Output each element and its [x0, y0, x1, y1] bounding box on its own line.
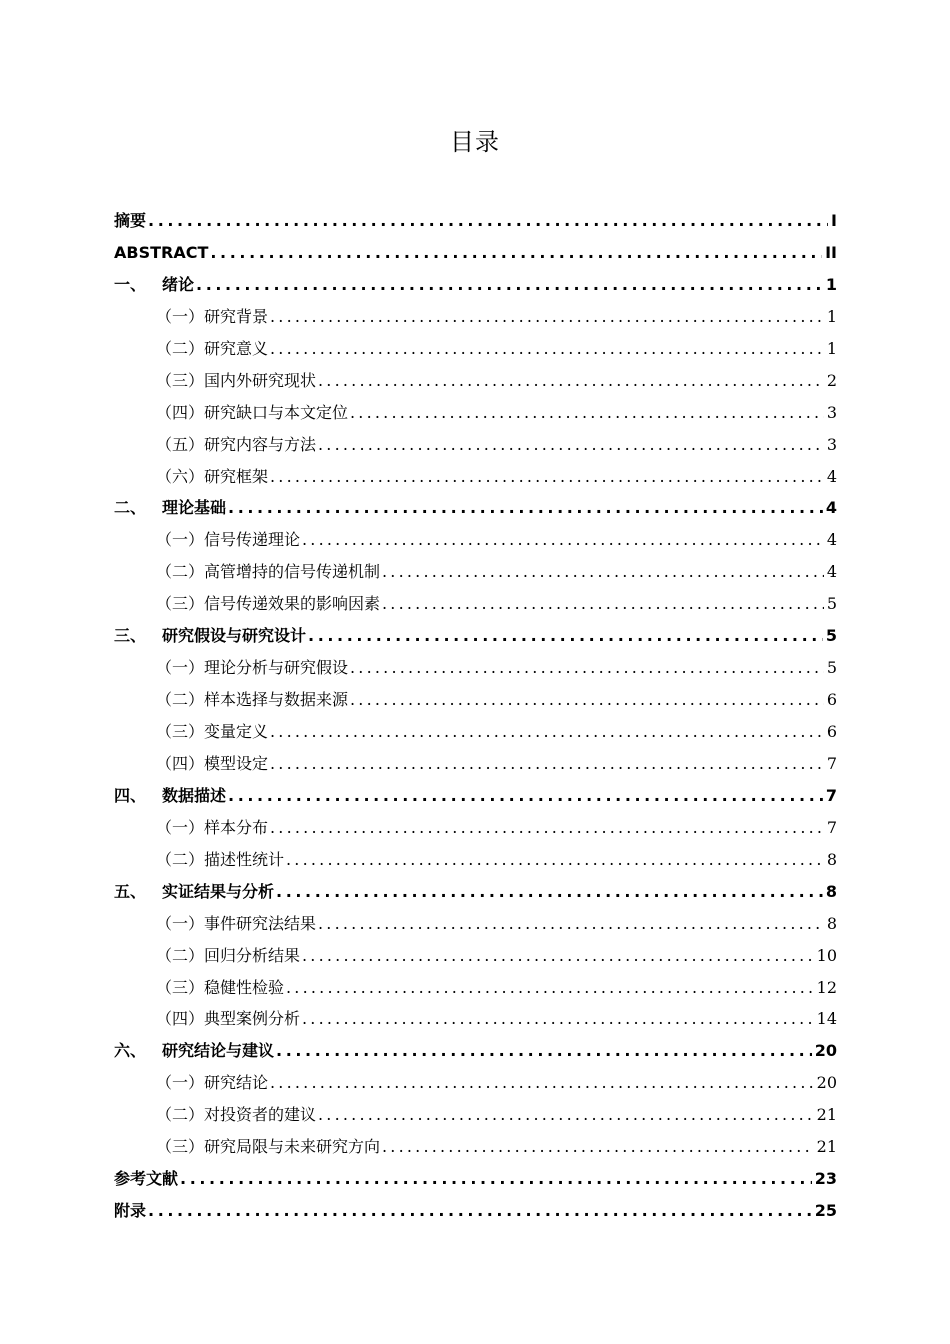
toc-dot-leader [350, 684, 824, 716]
toc-section-entry[interactable] [114, 461, 837, 493]
toc-entry-title: 研究假设与研究设计 [162, 626, 307, 646]
toc-page-number: 7 [825, 785, 837, 805]
toc-dot-leader [270, 812, 824, 844]
toc-page-number: 4 [826, 562, 837, 582]
toc-entry-title: （二）描述性统计 [156, 849, 285, 869]
toc-entry-number: 二、 [114, 498, 147, 518]
toc-page-number: 23 [814, 1169, 837, 1189]
toc-entry-title: 理论基础 [162, 498, 227, 518]
toc-chapter-entry[interactable] [114, 620, 837, 652]
toc-page-number: 8 [825, 881, 837, 901]
toc-section-entry[interactable] [114, 429, 837, 461]
toc-section-entry[interactable] [114, 684, 837, 716]
toc-entry-number: 五、 [114, 881, 147, 901]
toc-section-entry[interactable] [114, 397, 837, 429]
toc-section-entry[interactable] [114, 1099, 837, 1131]
toc-entry-title: （二）研究意义 [156, 338, 269, 358]
toc-section-entry[interactable] [114, 1131, 837, 1163]
toc-entry-title: （三）稳健性检验 [156, 977, 285, 997]
toc-dot-leader [210, 237, 822, 269]
toc-section-entry[interactable] [114, 588, 837, 620]
toc-chapter-entry[interactable] [114, 780, 837, 812]
toc-chapter-entry[interactable] [114, 269, 837, 301]
toc-dot-leader [228, 492, 823, 524]
toc-dot-leader [196, 269, 823, 301]
toc-chapter-entry[interactable] [114, 876, 837, 908]
toc-page-number: 6 [826, 722, 837, 741]
toc-dot-leader [286, 972, 814, 1004]
toc-dot-leader [270, 301, 824, 333]
toc-entry-title: （三）变量定义 [156, 722, 269, 741]
toc-dot-leader [382, 588, 824, 620]
toc-page-number: 14 [816, 1009, 837, 1029]
toc-entry-title: （四）模型设定 [156, 753, 269, 773]
toc-entry-title: （二）对投资者的建议 [156, 1105, 317, 1125]
toc-section-entry[interactable] [114, 940, 837, 972]
toc-dot-leader [270, 716, 824, 748]
toc-list [114, 205, 837, 1227]
toc-dot-leader [148, 1195, 812, 1227]
toc-dot-leader [180, 1163, 812, 1195]
toc-entry-title: （一）研究结论 [156, 1073, 269, 1093]
toc-dot-leader [350, 652, 824, 684]
toc-section-entry[interactable] [114, 716, 837, 748]
toc-dot-leader [302, 1003, 814, 1035]
toc-dot-leader [318, 908, 824, 940]
toc-entry-title: 数据描述 [162, 785, 227, 805]
toc-page-number: 8 [826, 849, 837, 869]
toc-page-number: 7 [826, 753, 837, 773]
toc-section-entry[interactable] [114, 524, 837, 556]
toc-section-entry[interactable] [114, 972, 837, 1004]
toc-entry-title: （二）回归分析结果 [156, 945, 301, 965]
toc-page-number: 4 [826, 466, 837, 486]
toc-dot-leader [270, 333, 824, 365]
toc-entry-number: 四、 [114, 785, 147, 805]
toc-chapter-entry[interactable] [114, 205, 837, 237]
toc-entry-number: 一、 [114, 274, 147, 294]
toc-page-number: II [825, 242, 837, 262]
toc-entry-title: （三）国内外研究现状 [156, 370, 317, 390]
toc-entry-title: （四）研究缺口与本文定位 [156, 402, 349, 422]
toc-entry-number: 六、 [114, 1041, 147, 1061]
toc-page-number: 4 [826, 530, 837, 550]
toc-entry-title: （二）样本选择与数据来源 [156, 690, 349, 710]
toc-dot-leader [276, 1035, 812, 1067]
toc-page-number: 4 [825, 498, 837, 518]
toc-entry-title: 附录 [114, 1201, 147, 1221]
toc-page-number: 10 [816, 945, 837, 965]
toc-page-number: 5 [826, 658, 837, 678]
toc-dot-leader [350, 397, 824, 429]
toc-entry-title: ABSTRACT [114, 242, 209, 262]
toc-section-entry[interactable] [114, 556, 837, 588]
toc-entry-title: （一）信号传递理论 [156, 530, 301, 550]
toc-section-entry[interactable] [114, 1067, 837, 1099]
toc-dot-leader [318, 1099, 814, 1131]
toc-dot-leader [270, 748, 824, 780]
toc-dot-leader [286, 844, 824, 876]
toc-page-number: I [831, 211, 837, 230]
toc-page-number: 12 [816, 977, 837, 997]
toc-dot-leader [148, 205, 828, 237]
toc-entry-title: （五）研究内容与方法 [156, 434, 317, 454]
toc-page-number: 7 [826, 817, 837, 837]
toc-page-number: 21 [816, 1137, 837, 1157]
toc-chapter-entry[interactable] [114, 1163, 837, 1195]
toc-entry-title: （一）理论分析与研究假设 [156, 658, 349, 678]
toc-dot-leader [318, 429, 824, 461]
toc-title: 目录 [450, 128, 500, 156]
toc-page-number: 20 [814, 1041, 837, 1061]
toc-entry-title: 绪论 [162, 274, 195, 294]
toc-entry-title: （三）信号传递效果的影响因素 [156, 594, 381, 614]
toc-chapter-entry[interactable] [114, 492, 837, 524]
toc-chapter-entry[interactable] [114, 1035, 837, 1067]
toc-section-entry[interactable] [114, 748, 837, 780]
toc-dot-leader [382, 556, 824, 588]
toc-page-number: 20 [816, 1073, 837, 1093]
toc-page-number: 1 [825, 274, 837, 294]
toc-dot-leader [308, 620, 823, 652]
toc-dot-leader [228, 780, 823, 812]
toc-chapter-entry[interactable] [114, 1195, 837, 1227]
toc-entry-title: 实证结果与分析 [162, 881, 275, 901]
toc-entry-number: 三、 [114, 626, 147, 646]
toc-page-number: 25 [814, 1201, 837, 1221]
toc-dot-leader [318, 365, 824, 397]
toc-section-entry[interactable] [114, 365, 837, 397]
toc-entry-title: （二）高管增持的信号传递机制 [156, 562, 381, 582]
toc-dot-leader [270, 461, 824, 493]
toc-page-number: 5 [826, 594, 837, 614]
toc-entry-title: （六）研究框架 [156, 466, 269, 486]
toc-section-entry[interactable] [114, 652, 837, 684]
toc-entry-title: （一）研究背景 [156, 306, 269, 326]
toc-entry-title: （一）样本分布 [156, 817, 269, 837]
toc-page-number: 2 [826, 370, 837, 390]
toc-section-entry[interactable] [114, 333, 837, 365]
toc-entry-title: 参考文献 [114, 1169, 179, 1189]
toc-entry-title: （一）事件研究法结果 [156, 913, 317, 933]
toc-entry-title: （三）研究局限与未来研究方向 [156, 1137, 381, 1157]
toc-dot-leader [270, 1067, 814, 1099]
toc-entry-title: （四）典型案例分析 [156, 1009, 301, 1029]
toc-entry-title: 摘要 [114, 211, 147, 230]
toc-page-number: 21 [816, 1105, 837, 1125]
toc-dot-leader [302, 940, 814, 972]
toc-dot-leader [302, 524, 824, 556]
toc-section-entry[interactable] [114, 301, 837, 333]
toc-section-entry[interactable] [114, 812, 837, 844]
toc-dot-leader [276, 876, 823, 908]
toc-page-number: 8 [826, 913, 837, 933]
toc-page-number: 3 [826, 434, 837, 454]
toc-page-number: 5 [825, 626, 837, 646]
toc-page-number: 1 [826, 306, 837, 326]
toc-page-number: 3 [826, 402, 837, 422]
toc-page-number: 1 [826, 338, 837, 358]
toc-page-number: 6 [826, 690, 837, 710]
toc-entry-title: 研究结论与建议 [162, 1041, 275, 1061]
toc-section-entry[interactable] [114, 844, 837, 876]
toc-dot-leader [382, 1131, 814, 1163]
toc-section-entry[interactable] [114, 908, 837, 940]
toc-chapter-entry[interactable] [114, 237, 837, 269]
toc-section-entry[interactable] [114, 1003, 837, 1035]
